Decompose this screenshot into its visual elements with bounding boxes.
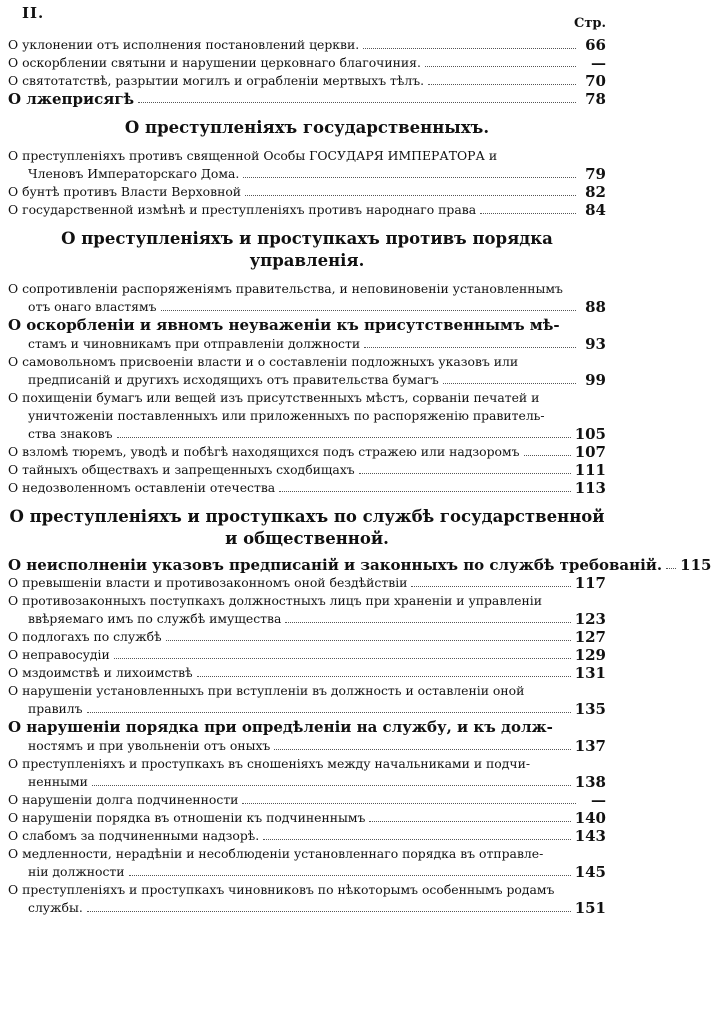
toc-page-number: 82 (585, 183, 606, 201)
dot-leader (263, 839, 570, 840)
dot-leader (197, 676, 571, 677)
dot-leader (243, 177, 576, 178)
toc-entry-text: О самовольномъ присвоенiи власти и о составленiи подложныхъ указовъ или (8, 354, 519, 369)
section-heading: О преступленiяхъ и проступкахъ противъ порядка управленiя. (61, 229, 553, 270)
toc-page-number: 135 (574, 700, 606, 718)
dot-leader (138, 102, 576, 103)
dot-leader (129, 875, 571, 876)
toc-entry (8, 881, 606, 917)
toc-entry-text: О нарушенiи порядка при опредѣленiи на службу, и къ долж- (8, 718, 553, 736)
toc-entry-text: ства знаковъ (28, 426, 113, 441)
dot-leader (443, 383, 576, 384)
toc-entry-text: ностямъ и при увольненiи отъ оныхъ (28, 738, 271, 753)
toc-entry-text: О нарушенiи долга подчиненности (8, 792, 239, 807)
dot-leader (161, 310, 577, 311)
toc-entry-text: О мздоимствѣ и лихоимствѣ (8, 665, 193, 680)
toc-entry (8, 479, 606, 497)
toc-entry (8, 755, 606, 791)
dot-leader (363, 48, 576, 49)
dot-leader (87, 911, 571, 912)
toc-entry-text: О святотатствѣ, разрытии могилъ и ограбленiи мертвыхъ тѣлъ. (8, 73, 425, 88)
toc-entry-text: Членовъ Императорскаго Дома. (28, 166, 240, 181)
toc-entry-text: О неправосудiи (8, 647, 110, 662)
toc-entry (8, 574, 606, 592)
dot-leader (359, 473, 571, 474)
toc-entry-text: О преступленiяхъ и проступкахъ чиновниковъ по нѣкоторымъ особеннымъ родамъ (8, 882, 555, 897)
toc-entry (8, 461, 606, 479)
toc-entry-text: О подлогахъ по службѣ (8, 629, 162, 644)
toc-entry-text: О тайныхъ обществахъ и запрещенныхъ сходбищахъ (8, 462, 355, 477)
toc-page-number: 79 (585, 165, 606, 183)
toc-entry-text: О уклонении отъ исполнения постановлений церкви. (8, 37, 360, 52)
toc-entry (8, 791, 606, 809)
toc-entry-text: О преступленiяхъ противъ священной Особы ГОСУДАРЯ ИМПЕРАТОРА и (8, 148, 498, 163)
dot-leader (369, 821, 570, 822)
toc-page-number: — (591, 791, 606, 809)
toc-entry-text: стамъ и чиновникамъ при отправленiи должности (28, 336, 361, 351)
section-heading: О преступленiяхъ и проступкахъ по службѣ государственной (9, 507, 605, 526)
toc-entry-text: О медленности, нерадѣнiи и несоблюденiи установленнаго порядка въ отправле- (8, 846, 544, 861)
toc-entry-text: О преступленiяхъ и проступкахъ въ сношенiяхъ между начальниками и подчи- (8, 756, 531, 771)
toc-page-number: 127 (574, 628, 606, 646)
toc-page-number: 107 (574, 443, 606, 461)
dot-leader (274, 749, 570, 750)
toc-entry (8, 443, 606, 461)
toc-entry (8, 201, 606, 219)
toc-page-number: 115 (680, 556, 711, 574)
toc-page-number: — (591, 54, 606, 72)
toc-entry (8, 718, 606, 755)
toc-entry (8, 628, 606, 646)
toc-entry (8, 845, 606, 881)
toc-entry-text: ввѣряемаго имъ по службѣ имущества (28, 611, 282, 626)
toc-entry (8, 280, 606, 316)
toc-entry (8, 147, 606, 183)
toc-entry (8, 90, 606, 108)
dot-leader (245, 195, 576, 196)
toc-entry-text: О лжеприсягѣ (8, 90, 135, 108)
toc-entry-text: О бунтѣ противъ Власти Верховной (8, 184, 242, 199)
toc-page-number: 105 (574, 425, 606, 443)
dot-leader (425, 66, 576, 67)
toc-entry (8, 556, 711, 574)
toc-entry (8, 183, 606, 201)
toc-entry (8, 54, 606, 72)
toc-entry (8, 353, 606, 389)
toc-page-number: 78 (585, 90, 606, 108)
toc-entry-text: О превышенiи власти и противозаконномъ оной бездѣйствiи (8, 575, 408, 590)
toc-entry-text: О слабомъ за подчиненными надзорѣ. (8, 828, 260, 843)
dot-leader (480, 213, 576, 214)
toc-entry-text: отъ онаго властямъ (28, 299, 157, 314)
toc-entry-text: предписанiй и другихъ исходящихъ отъ правительства бумагъ (28, 372, 439, 387)
toc-entry (8, 316, 606, 353)
section-heading-continued: и общественной. (225, 529, 389, 548)
dot-leader (242, 803, 576, 804)
toc-page-number: 99 (585, 371, 606, 389)
toc-page-number: 131 (574, 664, 606, 682)
page-column-label: Стр. (573, 16, 606, 31)
toc-page-number: 123 (574, 610, 606, 628)
toc-entry-text: службы. (28, 900, 83, 915)
toc-page-number: 145 (574, 863, 606, 881)
toc-page-number: 137 (574, 737, 606, 755)
toc-page-number: 66 (585, 36, 606, 54)
page-numeral: II. (22, 4, 45, 22)
toc-entry-text: О оскорбленiи и явномъ неуваженiи къ присутственнымъ мѣ- (8, 316, 560, 334)
toc-page-number: 70 (585, 72, 606, 90)
table-of-contents (8, 36, 711, 917)
toc-entry-text: О недозволенномъ оставленiи отечества (8, 480, 276, 495)
toc-entry-text: О оскорблении святыни и нарушении церковнаго благочиния. (8, 55, 421, 70)
dot-leader (666, 568, 676, 569)
toc-entry (8, 72, 606, 90)
toc-entry-text: уничтоженiи поставленныхъ или приложенныхъ по распоряженiю правитель- (28, 408, 545, 423)
dot-leader (117, 437, 571, 438)
toc-page-number: 84 (585, 201, 606, 219)
toc-entry-text: О похищенiи бумагъ или вещей изъ присутственныхъ мѣстъ, сорванiи печатей и (8, 390, 540, 405)
toc-entry-text: О нарушенiи порядка въ отношенiи къ подчиненнымъ (8, 810, 366, 825)
toc-entry (8, 389, 606, 443)
toc-entry-text: О сопротивленiи распоряженiямъ правительства, и неповиновенiи установленнымъ (8, 281, 563, 296)
toc-entry (8, 646, 606, 664)
toc-entry (8, 682, 606, 718)
toc-entry (8, 664, 606, 682)
toc-entry (8, 592, 606, 628)
toc-entry-text: О взломѣ тюремъ, уводѣ и побѣгѣ находящихся подъ стражею или надзоромъ (8, 444, 520, 459)
toc-entry-text: О нарушенiи установленныхъ при вступленiи въ должность и оставленiи оной (8, 683, 525, 698)
section-heading: О преступленiяхъ государственныхъ. (124, 118, 490, 137)
toc-page-number: 113 (574, 479, 606, 497)
toc-page-number: 143 (574, 827, 606, 845)
toc-page-number: 138 (574, 773, 606, 791)
toc-entry-text: О неисполненiи указовъ предписанiй и законныхъ по службѣ требованiй. (8, 556, 663, 574)
toc-page-number: 151 (574, 899, 606, 917)
toc-entry-text: О противозаконныхъ поступкахъ должностныхъ лицъ при храненiи и управленiи (8, 593, 542, 608)
toc-page-number: 88 (585, 298, 606, 316)
toc-entry-text: нiи должности (28, 864, 125, 879)
toc-page-number: 129 (574, 646, 606, 664)
dot-leader (279, 491, 571, 492)
dot-leader (92, 785, 571, 786)
dot-leader (87, 712, 571, 713)
toc-page-number: 140 (574, 809, 606, 827)
toc-page-number: 117 (574, 574, 606, 592)
toc-entry (8, 809, 606, 827)
toc-entry-text: ненными (28, 774, 88, 789)
dot-leader (364, 347, 576, 348)
toc-page-number: 111 (574, 461, 606, 479)
dot-leader (524, 455, 571, 456)
dot-leader (428, 84, 576, 85)
toc-page-number: 93 (585, 335, 606, 353)
dot-leader (166, 640, 571, 641)
dot-leader (285, 622, 570, 623)
dot-leader (114, 658, 571, 659)
toc-entry (8, 36, 606, 54)
toc-entry-text: правилъ (28, 701, 83, 716)
dot-leader (411, 586, 570, 587)
toc-entry (8, 827, 606, 845)
toc-entry-text: О государственной измѣнѣ и преступленiяхъ противъ народнаго права (8, 202, 477, 217)
